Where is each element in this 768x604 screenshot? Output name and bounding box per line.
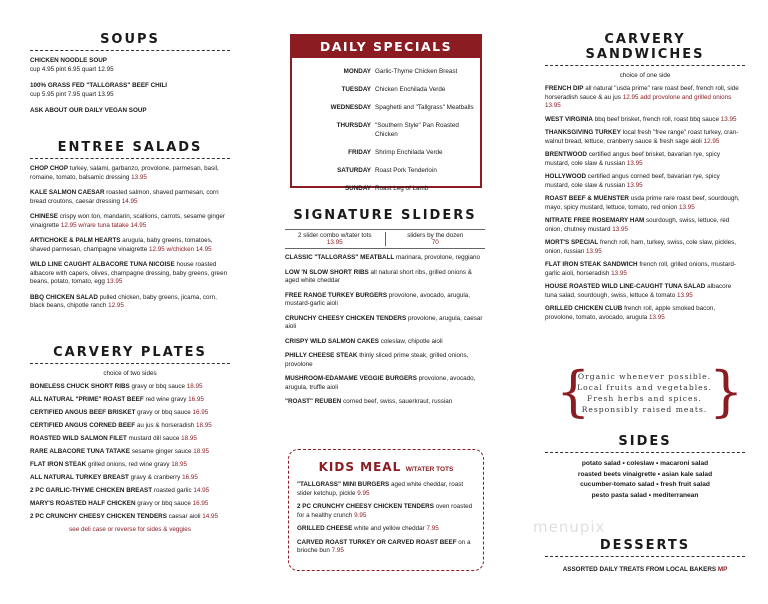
sides-row: pesto pasta salad • mediterranean [591,491,699,499]
item-desc: certified angus corned beef, bavarian rye, spicy mustard, cole slaw & russian [545,173,720,189]
item-name: KALE SALMON CAESAR [30,189,105,196]
item-desc: french roll, grilled onions, mustard-garlic aioli, horseradish [545,261,736,277]
item-desc: all natural short ribs, grilled onions & aged white cheddar [285,268,472,284]
special-row [292,121,480,139]
item-price: 13.95 [106,278,123,285]
item-name: LOW 'N SLOW SHORT RIBS [285,268,369,276]
menu-item [30,237,230,254]
carvery-plates-subtitle: choice of two sides [103,370,157,377]
menu-item [30,448,230,457]
item-name: WEST VIRGINIA [545,115,593,123]
item-name: GRILLED CHICKEN CLUB [545,305,623,312]
special-row [292,67,480,76]
item-price: 13.95 [676,291,693,299]
special-row [292,166,480,175]
sides-title: SIDES [545,434,745,453]
item-price: 13.95 [626,159,643,167]
item-desc: all natural "usda prime" rare roast beef, french roll, side horseradish sauce & au jus [545,85,739,101]
sliders-list [285,254,485,407]
item-desc: coleslaw, chipotle aioli [380,337,443,345]
item-name: BBQ CHICKEN SALAD [30,293,98,301]
item-price: 9.95 [354,511,367,519]
item-desc: usda prime rare roast beef, sourdough, mayo, spicy mustard, lettuce, tomato, red onion [545,195,740,211]
menu-item [297,539,475,556]
menu-item [297,481,475,498]
organic-line: Organic whenever possible. [577,372,712,381]
special-row [292,184,480,193]
sides-row: roasted beets vinaigrette • asian kale salad [577,470,713,478]
specials-list [292,58,480,193]
organic-line: Fresh herbs and spices. [587,394,702,403]
special-day: FRIDAY [348,149,371,156]
sides-row: potato salad • coleslaw • macaroni salad [581,460,709,467]
special-dish: Roast Leg of Lamb [375,185,429,192]
item-name: BONELESS CHUCK SHORT RIBS [30,383,130,390]
menu-item [285,269,485,286]
soups-list [30,57,230,116]
menu-item [30,383,230,392]
item-desc: bbq beef brisket, french roll, roast bbq sauce [594,115,719,123]
item-price: 12.95 [108,302,124,309]
item-desc: caesar aioli [168,513,201,520]
menu-item [545,173,745,190]
item-desc: gravy or bbq sauce [137,409,191,416]
desserts-line: ASSORTED DAILY TREATS FROM LOCAL BAKERS MP [562,566,728,573]
item-desc: red wine gravy [145,396,187,403]
item-price: 12.95 w/chicken 14.95 [149,245,212,253]
menu-item [285,398,485,407]
carvery-plates-title: CARVERY PLATES [30,345,230,364]
item-desc: albacore tuna salad, sourdough, swiss, lettuce & tomato [545,283,732,299]
kids-meal-box [288,449,484,571]
right-brace-icon: } [709,360,744,423]
item-desc: thinly sliced prime steak, grilled onions, provolone [285,352,469,368]
item-desc: provolone, avocado, arugula, mustard-garlic aioli [285,291,471,307]
item-desc: white and yellow cheddar [354,525,425,532]
menu-item [545,195,745,212]
menu-item [30,435,230,444]
menu-item [30,487,230,496]
special-day: SUNDAY [344,185,371,192]
item-name: WILD LINE CAUGHT ALBACORE TUNA NICOISE [30,261,175,268]
item-name: 2 PC GARLIC-THYME CHICKEN BREAST [30,487,153,494]
menu-item [30,107,230,116]
special-day: SATURDAY [337,167,371,174]
special-day: WEDNESDAY [330,104,371,111]
entree-salads-title: ENTREE SALADS [30,140,230,159]
menu-item [285,254,485,263]
item-name: CRISPY WILD SALMON CAKES [285,337,379,345]
menu-item [285,352,485,369]
item-name: FREE RANGE TURKEY BURGERS [285,291,388,299]
item-price: 7.95 [331,547,344,554]
soups-title: SOUPS [30,32,230,51]
item-desc: arugula, baby greens, tomatoes, shaved parmesan, champagne vinaigrette [30,237,213,253]
special-dish: Shrimp Enchilada Verde [375,149,443,156]
menu-item [297,525,475,534]
menu-item [30,213,230,230]
item-price: 14.95 [193,487,210,494]
item-price: 12.95 [703,137,720,145]
menu-item [545,85,745,111]
sandwiches-subtitle: choice of one side [619,72,671,79]
item-desc: sourdough, swiss, lettuce, red onion, chutney mustard [545,217,730,233]
menu-item [545,305,745,322]
menu-item [30,396,230,405]
sides-list [545,459,745,501]
organic-statement [572,371,717,415]
item-name: THANKSGIVING TURKEY [545,129,621,136]
item-price: 18.95 [186,383,203,390]
item-name: HOLLYWOOD [545,173,587,180]
item-desc: grilled onions, red wine gravy [87,461,170,468]
item-desc: roasted salmon, shaved parmesan, corn bread croutons, caesar dressing [30,189,219,205]
item-price: 13.95 [585,247,602,255]
item-price: 13.95 [131,173,147,181]
item-name: PHILLY CHEESE STEAK [285,352,358,359]
sliders-title: SIGNATURE SLIDERS [293,208,477,223]
special-dish: "Southern Style" Pan Roasted Chicken [375,122,459,138]
item-name: 100% GRASS FED "TALLGRASS" BEEF CHILI [30,82,168,89]
item-name: NITRATE FREE ROSEMARY HAM [545,217,645,224]
item-name: ALL NATURAL "PRIME" ROAST BEEF [30,396,144,403]
menu-item [30,82,230,99]
item-price: 12.95 add provolone and grilled onions 13.95 [545,93,732,109]
special-dish: Garlic-Thyme Chicken Breast [375,68,458,75]
sandwiches-title: CARVERY SANDWICHES [545,32,745,66]
item-desc: house roasted albacore with capers, olives, champagne dressing, baby greens, green beans, potato, tomato, egg [30,261,228,285]
item-price: 12.95 w/rare tuna tatake 14.95 [60,221,147,229]
item-desc: french roll, ham, turkey, swiss, cole slaw, pickles, onion, russian [545,239,737,255]
item-desc: mustard dill sauce [128,435,180,442]
item-desc: au jus & horseradish [136,422,195,429]
special-day: MONDAY [343,68,371,75]
slider-combo: 2 slider combo w/tater tots 13.95 [285,232,386,246]
item-name: ROAST BEEF & MUENSTER [545,195,629,202]
item-desc: oven roasted for a healthy crunch [297,503,473,519]
kids-meal-title: KIDS MEAL [318,460,402,474]
item-desc: turkey, salami, garbanzo, provolone, parmesan, basil, romaine, tomato, balsamic dressing [30,165,219,181]
item-name: MARY'S ROASTED HALF CHICKEN [30,500,136,507]
item-price: 18.95 [181,435,197,442]
menu-item [30,57,230,74]
menu-item [285,315,485,332]
item-name: CERTIFIED ANGUS BEEF BRISKET [30,409,136,416]
item-name: 2 PC CRUNCHY CHEESY CHICKEN TENDERS [297,503,434,510]
organic-line: Local fruits and vegetables. [577,383,712,392]
menu-item [545,151,745,168]
item-name: "TALLGRASS" MINI BURGERS [297,481,390,488]
item-price: 18.95 [195,422,212,429]
item-price: 16.95 [192,409,209,416]
menu-item [545,239,745,256]
item-name: CHICKEN NOODLE SOUP [30,57,107,64]
item-name: 2 PC CRUNCHY CHEESY CHICKEN TENDERS [30,513,167,520]
menu-item [297,503,475,520]
special-dish: Roast Pork Tenderloin [375,167,437,174]
menu-item [30,422,230,431]
organic-line: Responsibly raised meats. [581,405,708,414]
item-price: 16.95 [192,500,209,507]
item-name: HOUSE ROASTED WILD LINE-CAUGHT TUNA SALAD [545,283,706,290]
item-name: CRUNCHY CHEESY CHICKEN TENDERS [285,314,407,322]
item-desc: provolone, avocado, arugula, truffle aioli [285,375,476,391]
item-price: 13.95 [611,269,627,277]
item-desc: roasted garlic [153,487,192,494]
item-price: 13.95 [626,181,643,189]
item-name: "ROAST" REUBEN [285,398,342,405]
item-desc: local fresh "free range" roast turkey, cran-walnut bread, lettuce, cranberry sauce & fresh sage aioli [545,129,739,145]
daily-specials-box [290,34,482,192]
item-price: 16.95 [182,474,198,481]
special-row [292,148,480,157]
item-name: CLASSIC "TALLGRASS" MEATBALL [285,254,395,261]
kids-list [297,481,475,556]
item-desc: sesame ginger sauce [131,448,192,455]
item-name: FRENCH DIP [545,85,584,92]
daily-specials-title: DAILY SPECIALS [292,36,480,58]
slider-dozen: sliders by the dozen 70 [407,232,464,246]
item-price: 13.95 [679,203,695,211]
menu-item [545,217,745,234]
item-price: 13.95 [720,115,737,123]
item-desc: crispy won ton, mandarin, scallions, carrots, sesame ginger vinaigrette [30,213,225,229]
special-dish: Chicken Enchilada Verde [375,86,446,93]
left-brace-icon: { [556,360,591,423]
item-desc: certified angus beef brisket, bavarian rye, spicy mustard, cole slaw & russian [545,151,720,167]
item-name: ARTICHOKE & PALM HEARTS [30,237,121,244]
sandwich-list [545,85,745,322]
special-day: TUESDAY [341,86,371,93]
item-desc: pulled chicken, baby greens, jicama, corn, black beans, chipotle ranch [30,293,217,309]
menu-item [285,338,485,347]
entree-list [30,165,230,311]
item-desc: on a brioche bun [297,538,471,554]
item-name: GRILLED CHEESE [297,525,353,532]
menu-item [30,513,230,522]
item-name: ROASTED WILD SALMON FILET [30,435,127,442]
menu-item [545,283,745,300]
item-price: 13.95 [648,313,665,321]
menu-item [285,375,485,392]
item-desc: gravy & cranberry [130,474,181,481]
kids-meal-header [297,458,475,476]
item-name: CHINESE [30,213,58,220]
item-name: MORT'S SPECIAL [545,239,599,246]
slider-pricing [285,229,485,249]
menu-item [285,292,485,309]
item-desc: gravy or bbq sauce [137,500,191,507]
special-day: THURSDAY [336,122,371,129]
item-desc: cup 4.95 pint 6.95 quart 12.95 [30,65,114,73]
menu-item [30,165,230,182]
item-name: BRENTWOOD [545,151,587,158]
special-row [292,103,480,112]
item-name: MUSHROOM-EDAMAME VEGGIE BURGERS [285,375,417,382]
item-price: 9.95 [357,489,370,497]
special-dish: Spaghetti and "Tallgrass" Meatballs [375,104,474,111]
item-desc: provolone, arugula, caesar aioli [285,314,483,330]
menu-item [30,500,230,509]
item-name: CHOP CHOP [30,165,69,172]
menu-item [30,189,230,206]
item-name: FLAT IRON STEAK [30,461,87,468]
menu-item [30,461,230,470]
item-name: RARE ALBACORE TUNA TATAKE [30,448,130,455]
item-desc: french roll, apple smoked bacon, provolone, tomato, avocado, arugula [545,305,716,321]
menu-item [30,409,230,418]
item-price: 16.95 [188,396,204,403]
item-name: ALL NATURAL TURKEY BREAST [30,474,129,481]
item-price: 18.95 [171,461,188,468]
item-desc: gravy or bbq sauce [131,383,186,390]
watermark: menupix [533,518,606,536]
item-price: 14.95 [202,513,219,520]
menu-item [30,261,230,287]
item-price: 18.95 [193,448,210,455]
plates-list [30,383,230,522]
special-row [292,85,480,94]
item-name: ASK ABOUT OUR DAILY VEGAN SOUP [30,107,147,114]
item-price: 13.95 [612,225,628,233]
item-desc: corned beef, swiss, sauerkraut, russian [343,398,453,405]
item-price: 7.95 [426,525,439,532]
menu-item [30,474,230,483]
menu-item [545,129,745,146]
item-desc: cup 5.95 pint 7.95 quart 13.95 [30,90,114,98]
menu-item [545,116,745,125]
item-name: CARVED ROAST TURKEY OR CARVED ROAST BEEF [297,538,457,546]
item-name: FLAT IRON STEAK SANDWICH [545,261,638,268]
plates-footer: see deli case or reverse for sides & veggies [69,526,191,533]
item-desc: aged white cheddar, roast slider ketchup, pickle [297,481,464,497]
desserts-title: DESSERTS [545,538,745,557]
item-price: 14.95 [121,197,138,205]
menu-item [30,294,230,311]
kids-meal-suffix: W/TATER TOTS [405,466,454,473]
sides-row: cucumber-tomato salad • fresh fruit salad [580,481,710,488]
item-name: CERTIFIED ANGUS CORNED BEEF [30,422,136,429]
menu-item [545,261,745,278]
item-desc: marinara, provolone, reggiano [396,254,481,261]
